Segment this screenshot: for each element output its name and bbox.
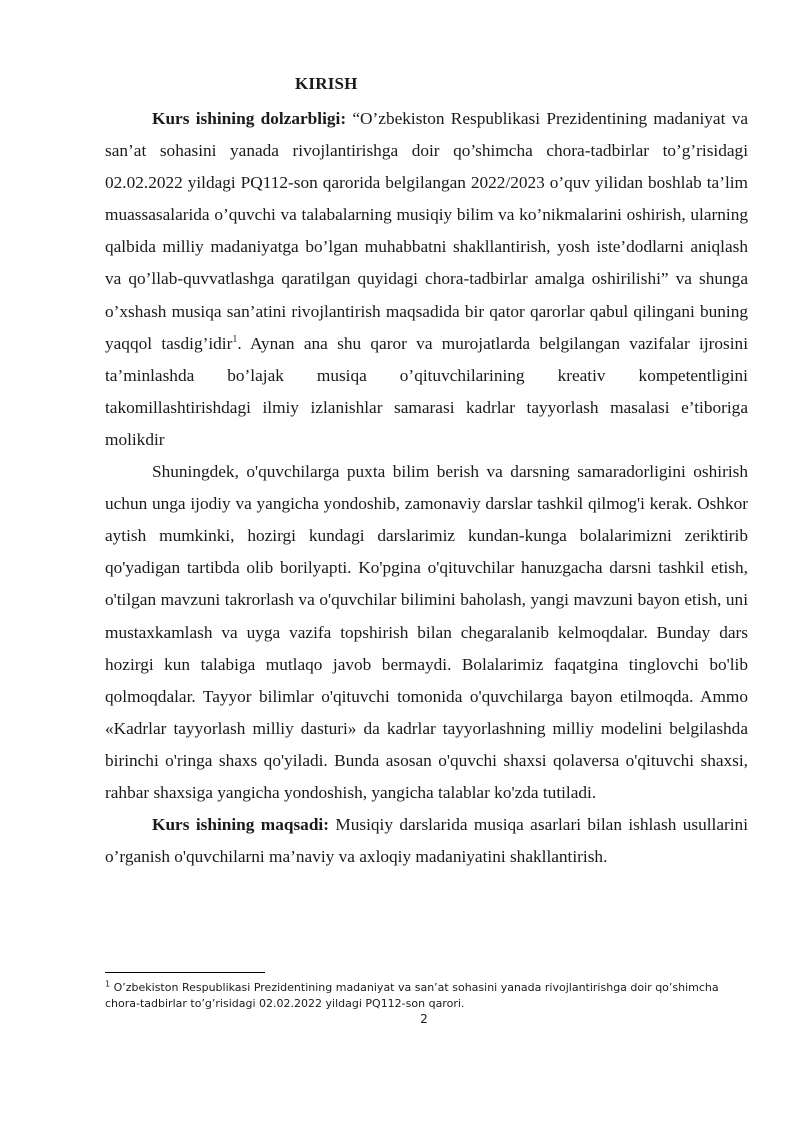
body-text (105, 103, 748, 873)
paragraph-relevance (105, 103, 748, 456)
goal-text: Musiqiy darslarida musiqa asarlari bilan ishlash usullarini o’rganish o'quvchilarni ma’naviy va axloqiy madaniyatini shakllantirish. (105, 815, 749, 867)
paragraph-goal (105, 809, 748, 873)
footnote (105, 980, 745, 1012)
goal-label: Kurs ishining maqsadi: (152, 815, 329, 835)
relevance-text: “O’zbekiston Respublikasi Prezidentining madaniyat va san’at sohasini yanada rivojlantirishga doir qo’shimcha chora-tadbirlar to’g’risidagi 02.02.2022 yildagi PQ112-son qarorida belgilangan 2022/2023 o’quv yilidan boshlab ta’lim muassasalarida o’quvchi va talabalarning musiqiy bilim va ko’nikmalarini oshirish, ularning qalbida milliy madaniyatga bo’lgan muhabbatni shakllantirish, yosh iste’dodlarni aniqlash va qo’llab-quvvatlashga qaratilgan quyidagi chora-tadbirlar amalga oshirilishi” va shunga o’xshash musiqa san’atini rivojlantirish maqsadida bir qator qarorlar qabul qilingani buning yaqqol tasdig’idir (105, 109, 749, 353)
footnote-divider (105, 972, 265, 973)
footnote-reference[interactable]: 1 (232, 333, 238, 345)
footnote-text: O’zbekiston Respublikasi Prezidentining madaniyat va san’at sohasini yanada rivojlantirishga doir qo’shimcha chora-tadbirlar to’g’risidagi 02.02.2022 yildagi PQ112-son qarori. (105, 981, 719, 1010)
relevance-label: Kurs ishining dolzarbligi: (152, 109, 347, 128)
page-number: 2 (420, 1012, 428, 1026)
paragraph-teaching: Shuningdek, o'quvchilarga puxta bilim berish va darsning samaradorligini oshirish uchun unga ijodiy va yangicha yondoshib, zamonaviy darslar tashkil qilmog'i kerak. Oshkor aytish mumkinki, hozirgi kundagi darslarimiz kundan-kunga bolalarimizni zeriktirib qo'yadigan tartibda olib borilyapti. Ko'pgina o'qituvchilar hanuzgacha darsni tashkil etish, o'tilgan mavzuni takrorlash va o'quvchilar bilimini baholash, yangi mavzuni bayon etish, uni mustaxkamlash va uyga vazifa topshirish bilan chegaralanib kelmoqdalar. Bunday dars hozirgi kun talabiga mutlaqo javob bermaydi. Bolalarimiz faqatgina tinglovchi bo'lib qolmoqdalar. Tayyor bilimlar o'qituvchi tomonida o'quvchilarga bayon etilmoqda. Ammo «Kadrlar tayyorlash milliy dasturi» da kadrlar tayyorlashning milliy modelini belgilashda birinchi o'ringa shaxs qo'yiladi. Bunda asosan o'quvchi shaxsi qolaversa o'qituvchi shaxsi, rahbar shaxsiga yangicha yondoshish, yangicha talablar ko'zda tutiladi. (105, 462, 748, 802)
section-title: KIRISH (295, 74, 358, 93)
relevance-text-tail: . Aynan ana shu qaror va murojatlarda belgilangan vazifalar ijrosini ta’minlashda bo’lajak musiqa o’qituvchilarining kreativ kompetentligini takomillashtirishdagi ilmiy izlanishlar samarasi kadrlar tayyorlash masalasi e’tiboriga molikdir (105, 333, 748, 449)
footnote-mark: 1 (105, 979, 111, 989)
